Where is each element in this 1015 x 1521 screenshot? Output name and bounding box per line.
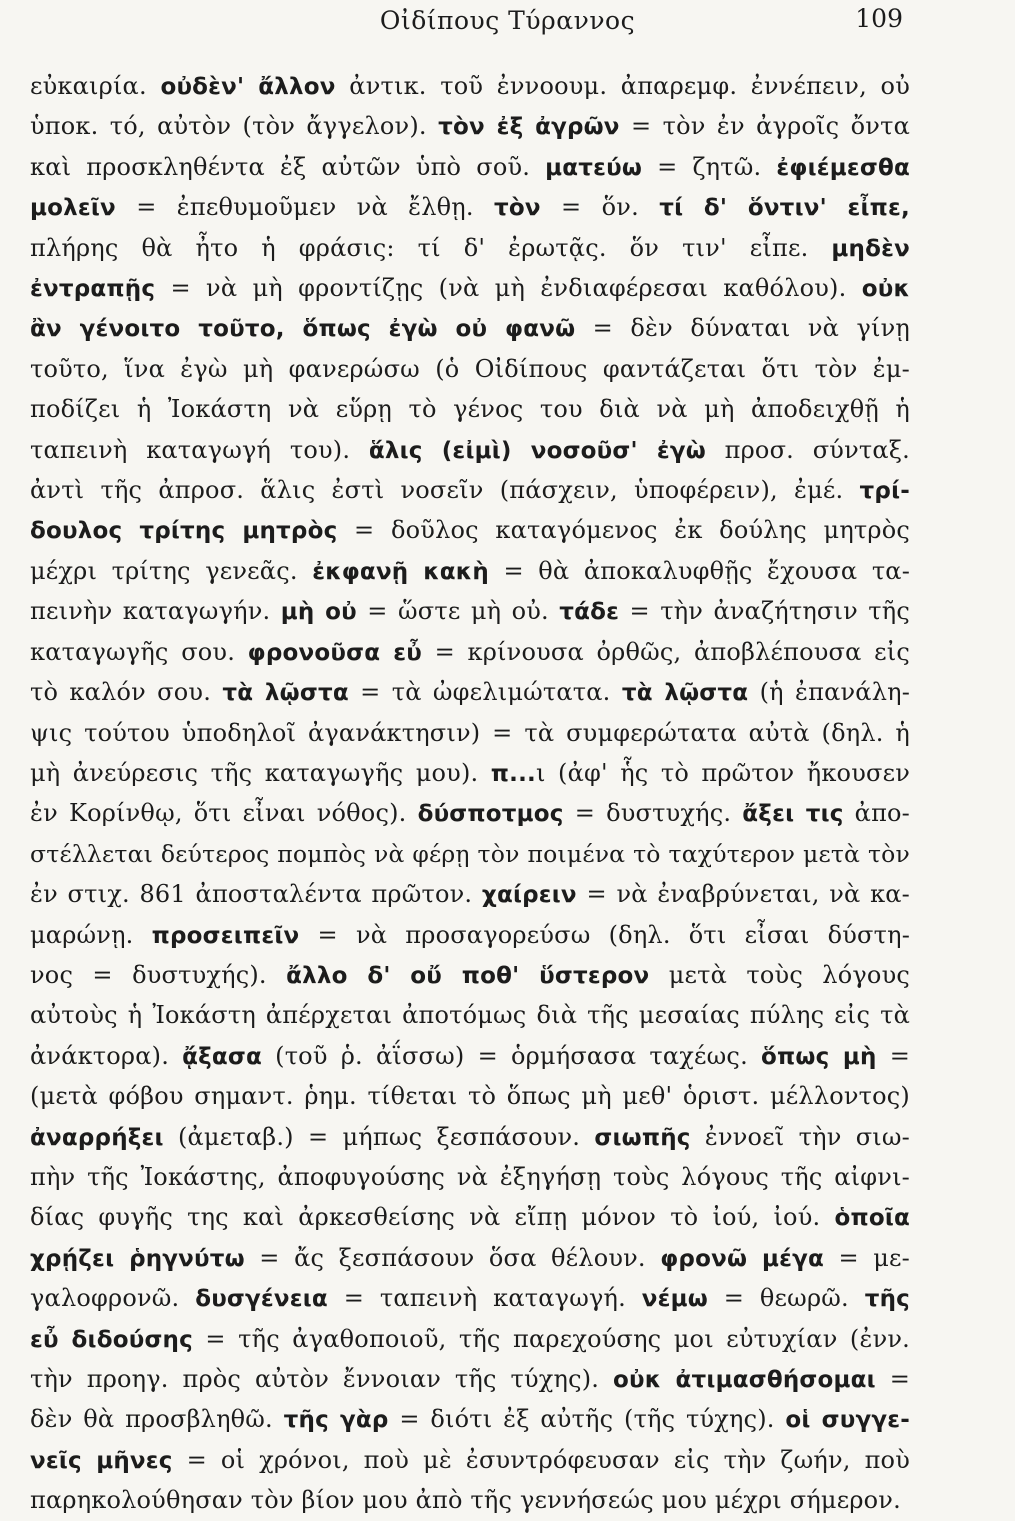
text-line xyxy=(30,187,910,227)
headword-term: δύσποτμος xyxy=(417,801,564,828)
gloss-text: μὴ ἀνεύρεσις τῆς καταγωγῆς μου). xyxy=(30,758,491,787)
gloss-text: πὴν τῆς Ἰοκάστης, ἀποφυγούσης νὰ ἐξηγήσῃ τοὺς λόγους τῆς αἰφνι- xyxy=(30,1162,910,1191)
gloss-text: (μετὰ φόβου σημαντ. ῥημ. τίθεται τὸ ὅπως μὴ μεθ' ὁριστ. μέλλοντος) xyxy=(30,1082,910,1111)
headword-term: δουλος τρίτης μητρὸς xyxy=(30,518,338,545)
headword-term: ἄλλο δ' οὔ ποθ' ὕστερον xyxy=(286,962,650,989)
headword-term: εὖ διδούσης xyxy=(30,1326,193,1353)
text-line xyxy=(30,1197,910,1237)
gloss-text: δίας φυγῆς της καὶ ἀρκεσθείσης νὰ εἴπῃ μόνον τὸ ἰού, ἰού. xyxy=(30,1203,835,1232)
text-line xyxy=(30,430,910,470)
headword-term: τὸν xyxy=(494,195,541,222)
gloss-text: τὸ καλόν σου. xyxy=(30,678,223,707)
headword-term: ἀναρρήξει xyxy=(30,1124,164,1151)
gloss-text: ψις τούτου ὑποδηλοῖ ἀγανάκτησιν) = τὰ συμφερώτατα αὐτὰ (δηλ. ἡ xyxy=(30,718,910,747)
gloss-text: μετὰ τοὺς λόγους xyxy=(649,960,910,989)
text-line xyxy=(30,1440,910,1480)
text-line xyxy=(30,1359,910,1399)
text-line xyxy=(30,713,910,753)
headword-term: μηδὲν xyxy=(831,235,910,262)
headword-term: ᾄξασα xyxy=(182,1043,263,1070)
gloss-text: = οἱ χρόνοι, ποὺ μὲ ἐσυντρόφευσαν εἰς τὴν ζωήν, ποὺ xyxy=(172,1445,910,1474)
gloss-text: δὲν θὰ προσβληθῶ. xyxy=(30,1405,284,1434)
headword-term: ὅπως μὴ xyxy=(761,1043,877,1070)
text-line xyxy=(30,66,910,106)
gloss-text: ὑποκ. τό, αὐτὸν (τὸν ἄγγελον). xyxy=(30,112,439,141)
gloss-text: μέχρι τρίτης γενεᾶς. xyxy=(30,556,313,585)
text-line xyxy=(30,308,910,348)
headword-term: οὐκ ἀτιμασθήσομαι xyxy=(613,1367,876,1393)
gloss-text: = ἐπεθυμοῦμεν νὰ ἔλθῃ. xyxy=(115,193,494,222)
text-line xyxy=(30,510,910,550)
text-line xyxy=(30,1036,910,1076)
gloss-text: εὐκαιρία. xyxy=(30,72,161,100)
gloss-text: ποδίζει ἡ Ἰοκάστη νὰ εὕρῃ τὸ γένος του διὰ νὰ μὴ ἀποδειχθῇ ἡ xyxy=(30,395,910,424)
gloss-text: = θὰ ἀποκαλυφθῇς ἔχουσα τα- xyxy=(488,556,910,585)
headword-term: τὸν ἐξ ἀγρῶν xyxy=(438,114,620,141)
gloss-text: πλήρης θὰ ἦτο ἡ φράσις: τί δ' ἐρωτᾷς. ὅν τιν' εἶπε. xyxy=(30,233,832,262)
gloss-text: τὴν προηγ. πρὸς αὐτὸν ἔννοιαν τῆς τύχης). xyxy=(30,1365,614,1393)
headword-term: ἐκφανῇ κακὴ xyxy=(312,558,489,585)
gloss-text: (ἡ ἐπανάλη- xyxy=(748,678,910,707)
gloss-text: = xyxy=(875,1365,910,1393)
gloss-text: πεινὴν καταγωγήν. xyxy=(30,597,281,626)
gloss-text: μαρώνῃ. xyxy=(30,920,152,949)
headword-term: ἅλις (εἰμὶ) νοσοῦσ' ἐγὼ xyxy=(368,437,706,464)
gloss-text: = θεωρῶ. xyxy=(707,1284,865,1313)
text-line xyxy=(30,834,910,874)
headword-term: δυσγένεια xyxy=(195,1286,328,1313)
headword-term: τί δ' ὅντιν' εἶπε, xyxy=(659,195,910,222)
gloss-text: = κρίνουσα ὀρθῶς, ἀποβλέπουσα εἰς xyxy=(421,637,910,666)
text-line xyxy=(30,915,910,955)
text-line xyxy=(30,753,910,793)
gloss-text: = τὴν ἀναζήτησιν τῆς xyxy=(619,597,910,626)
headword-term: χρῄζει ῥηγνύτω xyxy=(30,1245,245,1272)
gloss-text: = τὸν ἐν ἀγροῖς ὄντα xyxy=(619,112,910,141)
gloss-text: ἐν Κορίνθῳ, ὅτι εἶναι νόθος). xyxy=(30,799,418,828)
commentary-text xyxy=(30,66,910,1521)
text-line xyxy=(30,672,910,712)
gloss-text: τοῦτο, ἵνα ἐγὼ μὴ φανερώσω (ὁ Οἰδίπους φαντάζεται ὅτι τὸν ἐμ- xyxy=(30,354,910,383)
headword-term: σιωπῆς xyxy=(594,1124,691,1151)
headword-term: νεῖς μῆνες xyxy=(30,1447,173,1474)
text-line xyxy=(30,1480,910,1520)
headword-term: οἱ συγγε- xyxy=(785,1407,910,1434)
headword-term: προσειπεῖν xyxy=(151,922,300,949)
text-line xyxy=(30,1157,910,1197)
text-line xyxy=(30,389,910,429)
headword-term: π... xyxy=(490,760,536,787)
gloss-text: = με- xyxy=(823,1243,910,1272)
gloss-text: καταγωγῆς σου. xyxy=(30,637,248,666)
text-line xyxy=(30,632,910,672)
headword-term: μὴ οὐ xyxy=(280,599,357,626)
text-line xyxy=(30,1399,910,1439)
headword-term: τάδε xyxy=(559,599,620,626)
headword-term: ἂν γένοιτο τοῦτο, ὅπως ἐγὼ οὐ φανῶ xyxy=(30,316,576,343)
gloss-text: = δυστυχής. xyxy=(563,799,743,828)
gloss-text: ἐν στιχ. 861 ἀποσταλέντα πρῶτον. xyxy=(30,880,482,909)
headword-term: ἐντραπῇς xyxy=(30,276,156,303)
text-line xyxy=(30,1117,910,1157)
headword-term: νέμω xyxy=(641,1286,708,1313)
headword-term: τὰ λῷστα xyxy=(621,680,749,707)
gloss-text: παρηκολούθησαν τὸν βίον μου ἀπὸ τῆς γεννήσεώς μου μέχρι σήμερον. xyxy=(30,1486,901,1515)
gloss-text: = ὥστε μὴ οὐ. xyxy=(356,597,560,626)
gloss-text: (τοῦ ῥ. ἀΐσσω) = ὁρμήσασα ταχέως. xyxy=(262,1041,761,1070)
gloss-text: = ὅν. xyxy=(540,193,660,222)
text-line xyxy=(30,228,910,268)
gloss-text: αὐτοὺς ἡ Ἰοκάστη ἀπέρχεται ἀποτόμως διὰ τῆς μεσαίας πύλης εἰς τὰ xyxy=(30,1001,910,1030)
gloss-text: στέλλεται δεύτερος πομπὸς νὰ φέρῃ τὸν ποιμένα τὸ ταχύτερον μετὰ τὸν xyxy=(30,839,910,868)
text-line xyxy=(30,1319,910,1359)
gloss-text: = δοῦλος καταγόμενος ἐκ δούλης μητρὸς xyxy=(337,516,910,545)
text-line xyxy=(30,1278,910,1318)
gloss-text: = ἄς ξεσπάσουν ὅσα θέλουν. xyxy=(244,1243,661,1272)
gloss-text: = τὰ ὠφελιμώτατα. xyxy=(348,678,622,707)
headword-term: ματεύω xyxy=(545,154,643,181)
text-line xyxy=(30,874,910,914)
text-line xyxy=(30,995,910,1035)
text-line xyxy=(30,106,910,146)
gloss-text: = νὰ προσαγορεύσω (δηλ. ὅτι εἶσαι δύστη- xyxy=(299,920,910,949)
gloss-text: ταπεινὴ καταγωγή του). xyxy=(30,435,369,464)
gloss-text: = δὲν δύναται νὰ γίνῃ xyxy=(575,314,910,343)
headword-term: τὰ λῷστα xyxy=(222,680,349,707)
text-line xyxy=(30,793,910,833)
text-line xyxy=(30,551,910,591)
gloss-text: = ζητῶ. xyxy=(642,152,777,181)
gloss-text: ἐννοεῖ τὴν σιω- xyxy=(690,1122,910,1151)
headword-term: οὐκ xyxy=(861,276,910,303)
text-line xyxy=(30,591,910,631)
gloss-text: καὶ προσκληθέντα ἐξ αὐτῶν ὑπὸ σοῦ. xyxy=(30,152,546,181)
headword-term: τῆς xyxy=(864,1286,910,1313)
headword-term: τρί- xyxy=(859,478,910,505)
headword-term: τῆς γὰρ xyxy=(283,1407,389,1434)
gloss-text: = xyxy=(876,1041,910,1070)
gloss-text: νος = δυστυχής). xyxy=(30,960,287,989)
text-line xyxy=(30,349,910,389)
gloss-text: ι (ἀφ' ἧς τὸ πρῶτον ἤκουσεν xyxy=(535,758,910,787)
gloss-text: προσ. σύνταξ. xyxy=(705,435,910,464)
gloss-text: ἀπο- xyxy=(843,799,910,828)
headword-term: ὁποῖα xyxy=(834,1205,910,1232)
gloss-text: ἀντὶ τῆς ἀπροσ. ἅλις ἐστὶ νοσεῖν (πάσχειν, ὑποφέρειν), ἐμέ. xyxy=(30,476,860,505)
gloss-text: ἀνάκτορα). xyxy=(30,1041,183,1070)
gloss-text: = νὰ μὴ φροντίζῃς (νὰ μὴ ἐνδιαφέρεσαι καθόλου). xyxy=(155,274,862,303)
page-number: 109 xyxy=(855,4,903,33)
headword-term: μολεῖν xyxy=(30,195,116,222)
gloss-text: = διότι ἐξ αὐτῆς (τῆς τύχης). xyxy=(388,1405,786,1434)
text-line xyxy=(30,955,910,995)
gloss-text: (ἀμεταβ.) = μήπως ξεσπάσουν. xyxy=(163,1122,595,1151)
headword-term: οὐδὲν' ἄλλον xyxy=(160,74,336,100)
running-title: Οἰδίπους Τύραννος xyxy=(379,6,636,35)
text-line xyxy=(30,1076,910,1116)
text-line xyxy=(30,268,910,308)
gloss-text: γαλοφρονῶ. xyxy=(30,1284,196,1313)
page-header xyxy=(0,2,1015,42)
headword-term: φρονοῦσα εὖ xyxy=(247,639,422,666)
headword-term: ἐφιέμεσθα xyxy=(776,154,910,181)
headword-term: χαίρειν xyxy=(481,882,577,909)
gloss-text: = νὰ ἐναβρύνεται, νὰ κα- xyxy=(576,880,910,909)
headword-term: ἄξει τις xyxy=(742,801,844,828)
headword-term: φρονῶ μέγα xyxy=(660,1245,824,1272)
gloss-text: ἀντικ. τοῦ ἐννοουμ. ἀπαρεμφ. ἐννέπειν, οὐ xyxy=(335,72,910,100)
gloss-text: = τῆς ἀγαθοποιοῦ, τῆς παρεχούσης μοι εὐτυχίαν (ἐνν. xyxy=(192,1324,910,1353)
text-line xyxy=(30,147,910,187)
gloss-text: = ταπεινὴ καταγωγή. xyxy=(327,1284,642,1313)
text-line xyxy=(30,470,910,510)
text-line xyxy=(30,1238,910,1278)
